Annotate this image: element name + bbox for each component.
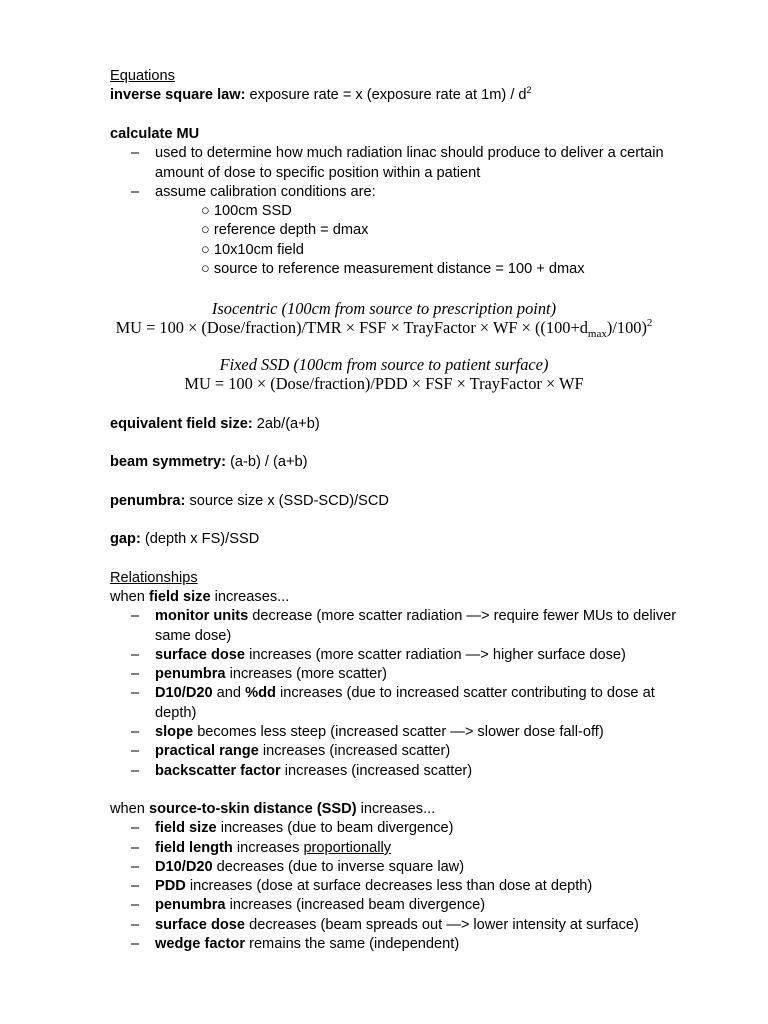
relationship-item xyxy=(155,935,459,954)
item-bold: backscatter factor xyxy=(155,763,281,779)
item-text: increases (more scatter) xyxy=(229,666,387,682)
inverse-square-label: inverse square law: xyxy=(110,87,246,103)
condition-item: ○ 10x10cm field xyxy=(201,242,304,258)
condition-item: ○ source to reference measurement distance = 100 + dmax xyxy=(201,261,585,277)
inverse-square-text: exposure rate = x (exposure rate at 1m) / d xyxy=(249,87,527,103)
isocentric-eq-main: MU = 100 × (Dose/fraction)/TMR × FSF × TrayFactor × WF × ((100+d xyxy=(115,318,588,337)
item-bold: penumbra xyxy=(155,897,226,913)
relationship-item xyxy=(155,819,454,838)
relationship-item xyxy=(155,665,387,684)
bullet-dash: – xyxy=(131,647,140,663)
item-bold: D10/D20 xyxy=(155,685,213,701)
bullet-dash: – xyxy=(131,897,140,913)
item-bold: surface dose xyxy=(155,647,246,663)
item-bold: D10/D20 xyxy=(155,859,213,875)
item-text: increases (due to increased scatter contributing to dose at xyxy=(279,685,655,701)
equivalent-field-label: equivalent field size: xyxy=(110,416,253,432)
equivalent-field-size xyxy=(110,415,320,434)
item-underlined: proportionally xyxy=(303,840,392,856)
item-text: increases (dose at surface decreases less than dose at depth) xyxy=(189,878,593,894)
bullet-dash: – xyxy=(131,145,140,161)
item-bold: practical range xyxy=(155,743,259,759)
intro-pre: when xyxy=(110,589,145,605)
item-bold: wedge factor xyxy=(155,936,246,952)
penumbra-label: penumbra: xyxy=(110,493,186,509)
beam-symmetry-label: beam symmetry: xyxy=(110,454,226,470)
condition-item: ○ 100cm SSD xyxy=(201,203,292,219)
bullet-dash: – xyxy=(131,840,140,856)
beam-symmetry-text: (a-b) / (a+b) xyxy=(230,454,308,470)
bullet-dash: – xyxy=(131,878,140,894)
relationship-item xyxy=(155,646,626,665)
field-size-intro xyxy=(110,588,289,607)
isocentric-eq-end: )/100) xyxy=(606,318,647,337)
mu-bullet-1-cont: amount of dose to specific position within a patient xyxy=(155,165,481,181)
item-bold: monitor units xyxy=(155,608,249,624)
item-mid: and xyxy=(216,685,242,701)
relationship-item xyxy=(155,723,604,742)
item-text: remains the same (independent) xyxy=(249,936,460,952)
item-bold: penumbra xyxy=(155,666,226,682)
item-text: increases (increased beam divergence) xyxy=(229,897,486,913)
relationship-item xyxy=(155,607,676,626)
bullet-dash: – xyxy=(131,859,140,875)
relationship-item xyxy=(155,916,639,935)
ssd-intro xyxy=(110,800,435,819)
penumbra-text: source size x (SSD-SCD)/SCD xyxy=(189,493,389,509)
item-bold: field size xyxy=(155,820,217,836)
gap-equation xyxy=(110,530,259,549)
relationships-heading-text: Relationships xyxy=(110,570,198,586)
intro-bold: field size xyxy=(148,589,211,605)
item-text: increases (due to beam divergence) xyxy=(220,820,454,836)
bullet-dash: – xyxy=(131,608,140,624)
relationship-item xyxy=(155,762,472,781)
relationship-item xyxy=(155,877,592,896)
item-bold: surface dose xyxy=(155,917,246,933)
mu-bullet-2: assume calibration conditions are: xyxy=(155,184,376,200)
item-text: increases (more scatter radiation —> higher surface dose) xyxy=(249,647,626,663)
item-text: increases (increased scatter) xyxy=(262,743,451,759)
intro-pre: when xyxy=(110,801,145,817)
item-bold: PDD xyxy=(155,878,186,894)
bullet-dash: – xyxy=(131,763,140,779)
relationship-item-cont: same dose) xyxy=(155,628,232,644)
intro-post: increases... xyxy=(360,801,436,817)
item-text: decreases (beam spreads out —> lower intensity at surface) xyxy=(249,917,639,933)
isocentric-eq-sup: 2 xyxy=(646,317,653,329)
item-text: increases xyxy=(236,840,300,856)
calculate-mu-label: calculate MU xyxy=(110,126,200,142)
bullet-dash: – xyxy=(131,820,140,836)
equations-heading xyxy=(110,67,175,86)
item-text: decrease (more scatter radiation —> require fewer MUs to deliver xyxy=(252,608,677,624)
condition-item: ○ reference depth = dmax xyxy=(201,222,369,238)
item-bold: slope xyxy=(155,724,194,740)
fixed-ssd-equation: MU = 100 × (Dose/fraction)/PDD × FSF × TrayFactor × WF xyxy=(184,374,584,393)
bullet-dash: – xyxy=(131,936,140,952)
calculate-mu-heading xyxy=(110,125,199,144)
relationship-item xyxy=(155,896,485,915)
bullet-dash: – xyxy=(131,724,140,740)
isocentric-equation xyxy=(0,318,768,338)
equivalent-field-text: 2ab/(a+b) xyxy=(256,416,320,432)
relationship-item xyxy=(155,839,391,858)
penumbra-equation xyxy=(110,492,389,511)
relationship-item-cont: depth) xyxy=(155,705,197,721)
fixed-ssd-title: Fixed SSD (100cm from source to patient surface) xyxy=(219,355,549,374)
bullet-dash: – xyxy=(131,685,140,701)
item-bold-2: %dd xyxy=(245,685,276,701)
relationship-item xyxy=(155,742,450,761)
item-text: becomes less steep (increased scatter —> slower dose fall-off) xyxy=(197,724,604,740)
inverse-square-sup: 2 xyxy=(526,85,532,95)
intro-bold: source-to-skin distance (SSD) xyxy=(148,801,357,817)
bullet-dash: – xyxy=(131,184,140,200)
gap-label: gap: xyxy=(110,531,141,547)
item-bold: field length xyxy=(155,840,233,856)
gap-text: (depth x FS)/SSD xyxy=(144,531,260,547)
relationship-item xyxy=(155,684,655,703)
equations-heading-text: Equations xyxy=(110,68,175,84)
mu-bullet-1: used to determine how much radiation linac should produce to deliver a certain xyxy=(155,145,664,161)
bullet-dash: – xyxy=(131,666,140,682)
item-text: decreases (due to inverse square law) xyxy=(216,859,465,875)
relationships-heading xyxy=(110,569,198,588)
intro-post: increases... xyxy=(214,589,290,605)
inverse-square-law xyxy=(110,86,532,105)
relationship-item xyxy=(155,858,464,877)
bullet-dash: – xyxy=(131,917,140,933)
isocentric-title: Isocentric (100cm from source to prescription point) xyxy=(211,299,557,318)
bullet-dash: – xyxy=(131,743,140,759)
beam-symmetry xyxy=(110,453,308,472)
item-text: increases (increased scatter) xyxy=(284,763,473,779)
isocentric-eq-sub: max xyxy=(587,328,607,340)
